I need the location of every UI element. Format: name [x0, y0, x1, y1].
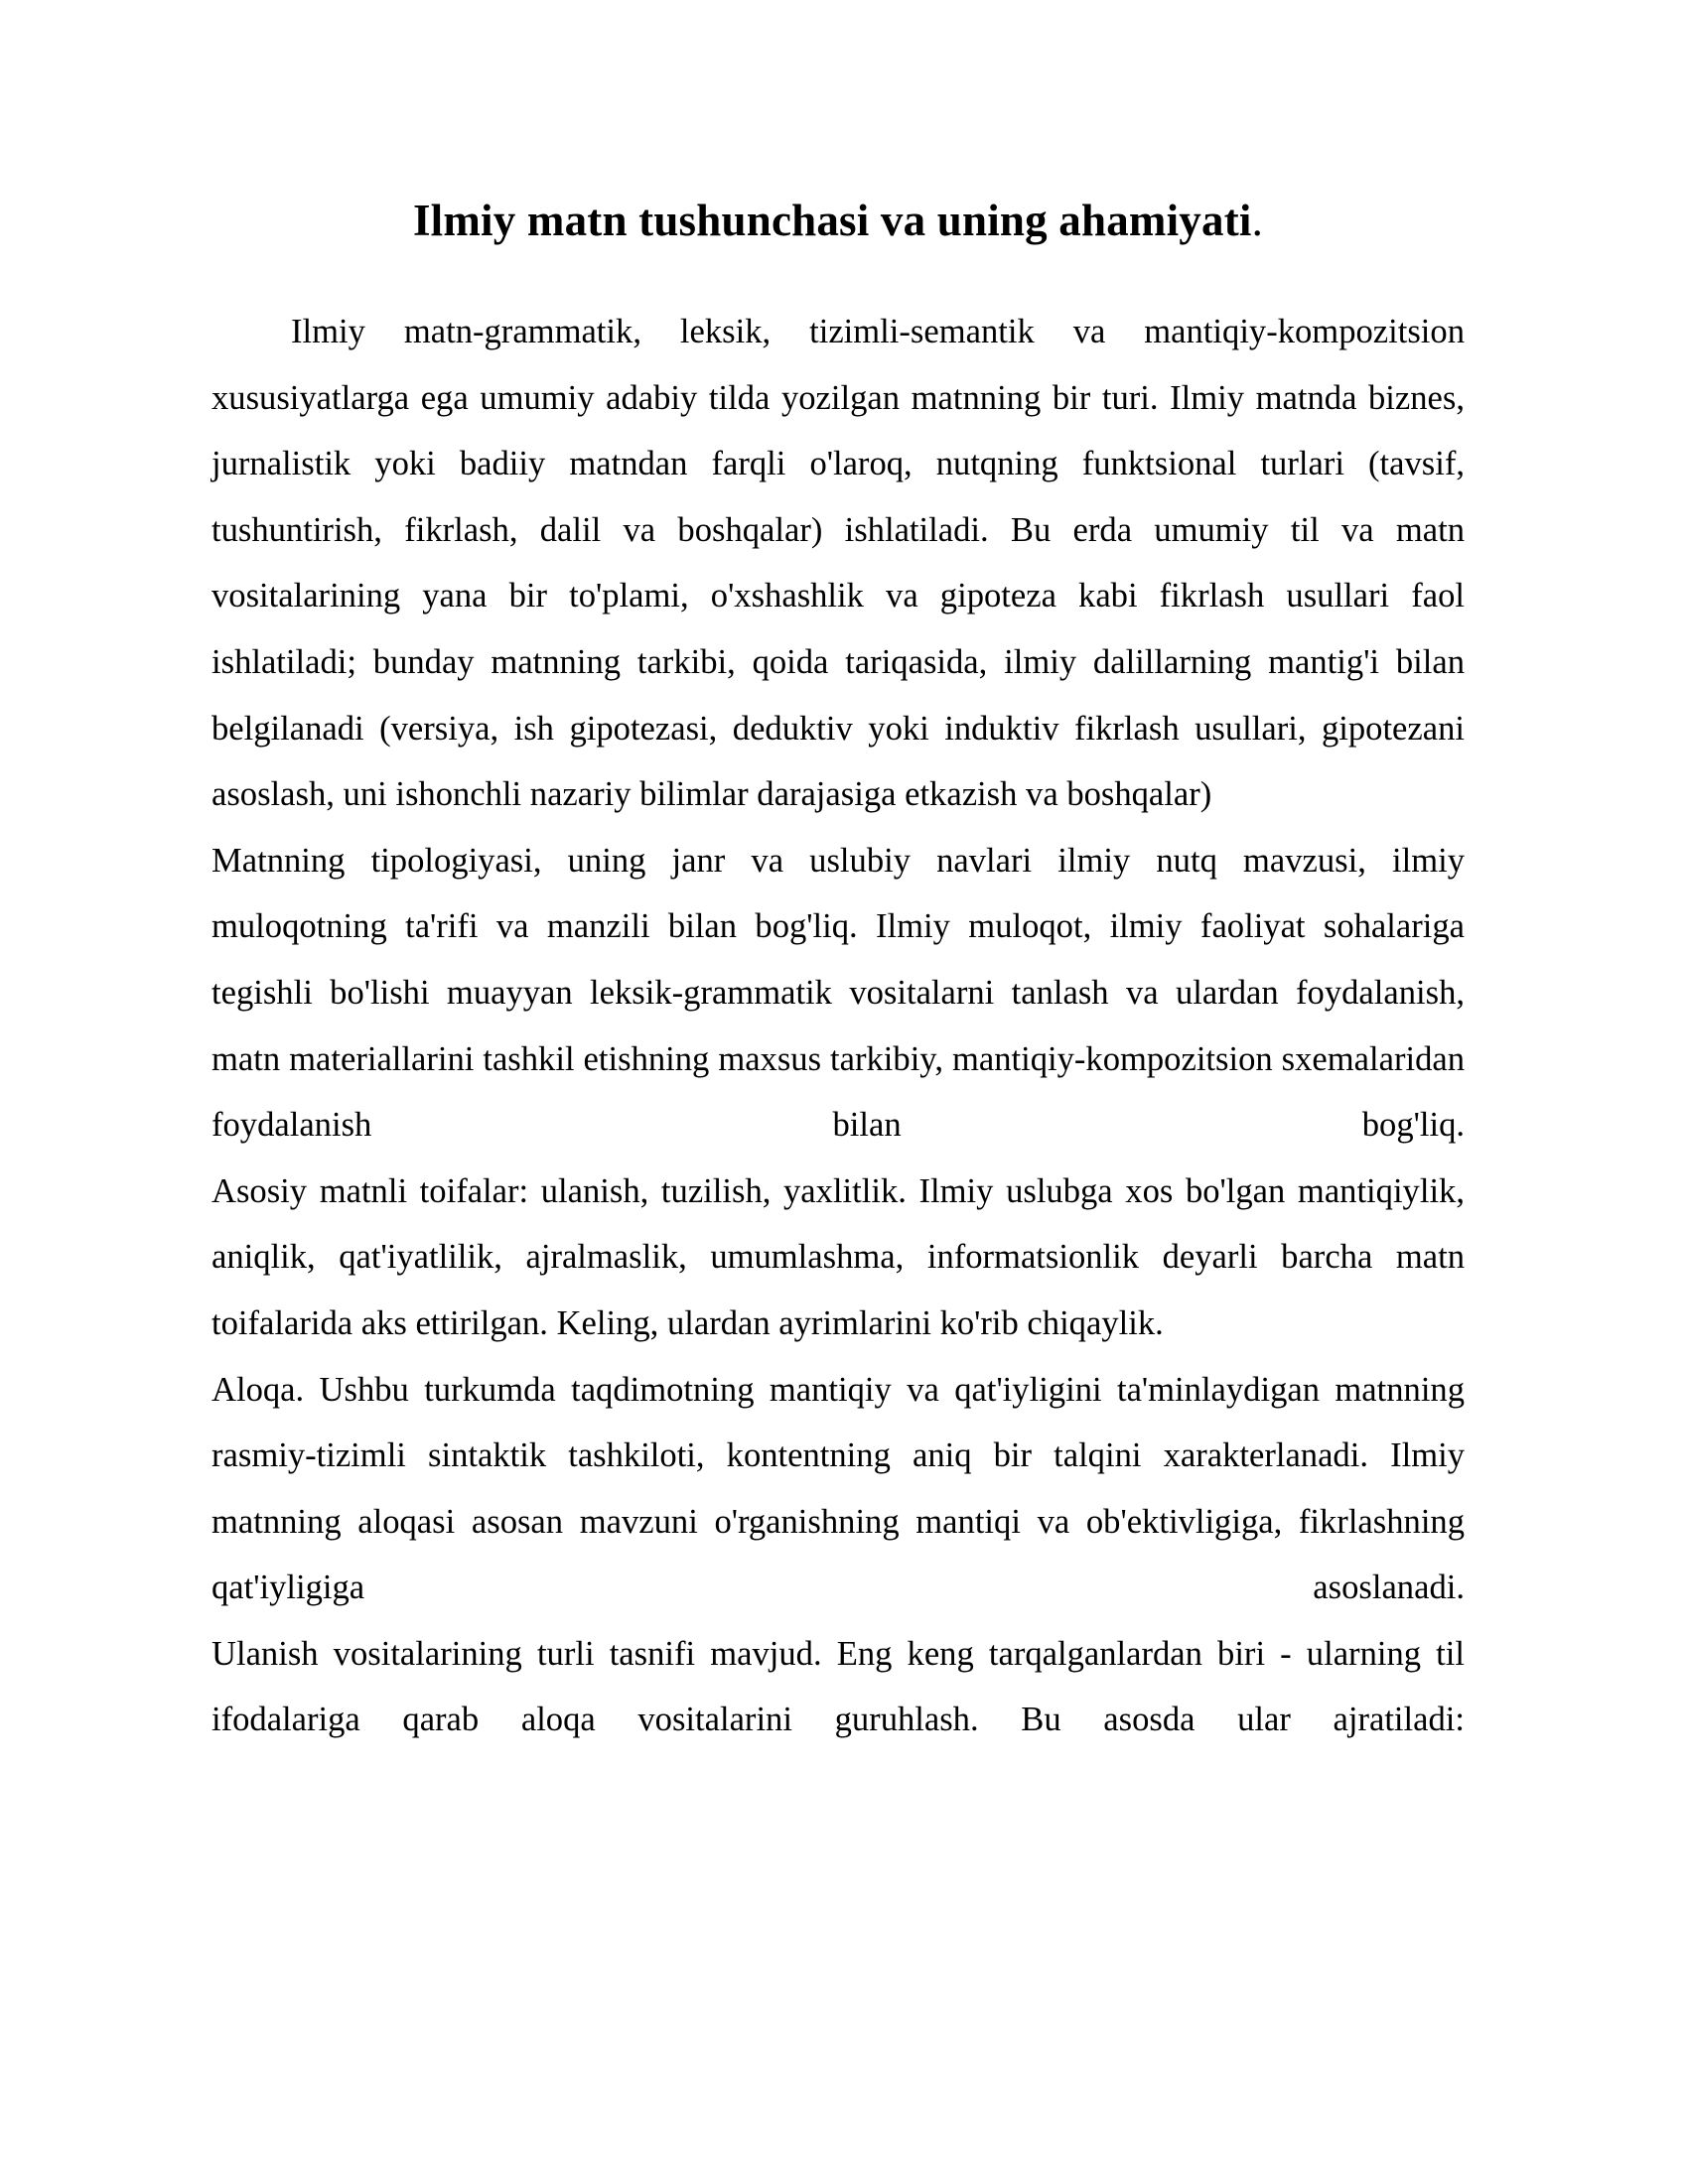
paragraph-categories: Asosiy matnli toifalar: ulanish, tuzilish, yaxlitlik. Ilmiy uslubga xos bo'lgan mantiqiylik, aniqlik, qat'iyatlilik, ajralmaslik, umumlashma, informatsionlik deyarli barcha matn toifalarida aks ettirilgan. Keling, ulardan ayrimlarini ko'rib chiqaylik.: [211, 1171, 1465, 1342]
document-title: [211, 189, 1465, 252]
title-text: Ilmiy matn tushunchasi va uning ahamiyati: [412, 196, 1252, 245]
paragraph-connection: [211, 1357, 1465, 1621]
document-body: [211, 299, 1465, 1753]
title-punctuation: .: [1251, 196, 1264, 245]
paragraph-typology: [211, 828, 1465, 1159]
document-page: [211, 189, 1465, 1753]
paragraph-definition: Ilmiy matn-grammatik, leksik, tizimli-semantik va mantiqiy-kompozitsion xususiyatlarga ega umumiy adabiy tilda yozilgan matnning bir turi. Ilmiy matnda biznes, jurnalistik yoki badiiy matndan farqli o'laroq, nutqning funktsional turlari (tavsif, tushuntirish, fikrlash, dalil va boshqalar) ishlatiladi. Bu erda umumiy til va matn vositalarining yana bir to'plami, o'xshashlik va gipoteza kabi fikrlash usullari faol ishlatiladi; bunday matnning tarkibi, qoida tariqasida, ilmiy dalillarning mantig'i bilan belgilanadi (versiya, ish gipotezasi, deduktiv yoki induktiv fikrlash usullari, gipotezani asoslash, uni ishonchli nazariy bilimlar darajasiga etkazish va boshqalar): [211, 313, 1465, 814]
paragraph-connection-text: Aloqa. Ushbu turkumda taqdimotning mantiqiy va qat'iyligini ta'minlaydigan matnning rasmiy-tizimli sintaktik tashkiloti, kontentning aniq bir talqini xarakterlanadi. Ilmiy matnning aloqasi asosan mavzuni o'rganishning mantiqi va ob'ektivligiga, fikrlashning qat'iyligiga asoslanadi.: [211, 1370, 1465, 1607]
paragraph-connection-means: [211, 1621, 1465, 1753]
paragraph-connection-means-text: Ulanish vositalarining turli tasnifi mavjud. Eng keng tarqalganlardan biri - ularning til ifodalariga qarab aloqa vositalarini guruhlash. Bu asosda ular ajratiladi:: [211, 1634, 1465, 1739]
paragraph-typology-text: Matnning tipologiyasi, uning janr va uslubiy navlari ilmiy nutq mavzusi, ilmiy muloqotning ta'rifi va manzili bilan bog'liq. Ilmiy muloqot, ilmiy faoliyat sohalariga tegishli bo'lishi muayyan leksik-grammatik vositalarni tanlash va ulardan foydalanish, matn materiallarini tashkil etishning maxsus tarkibiy, mantiqiy-kompozitsion sxemalaridan foydalanish bilan bog'liq.: [211, 841, 1465, 1145]
